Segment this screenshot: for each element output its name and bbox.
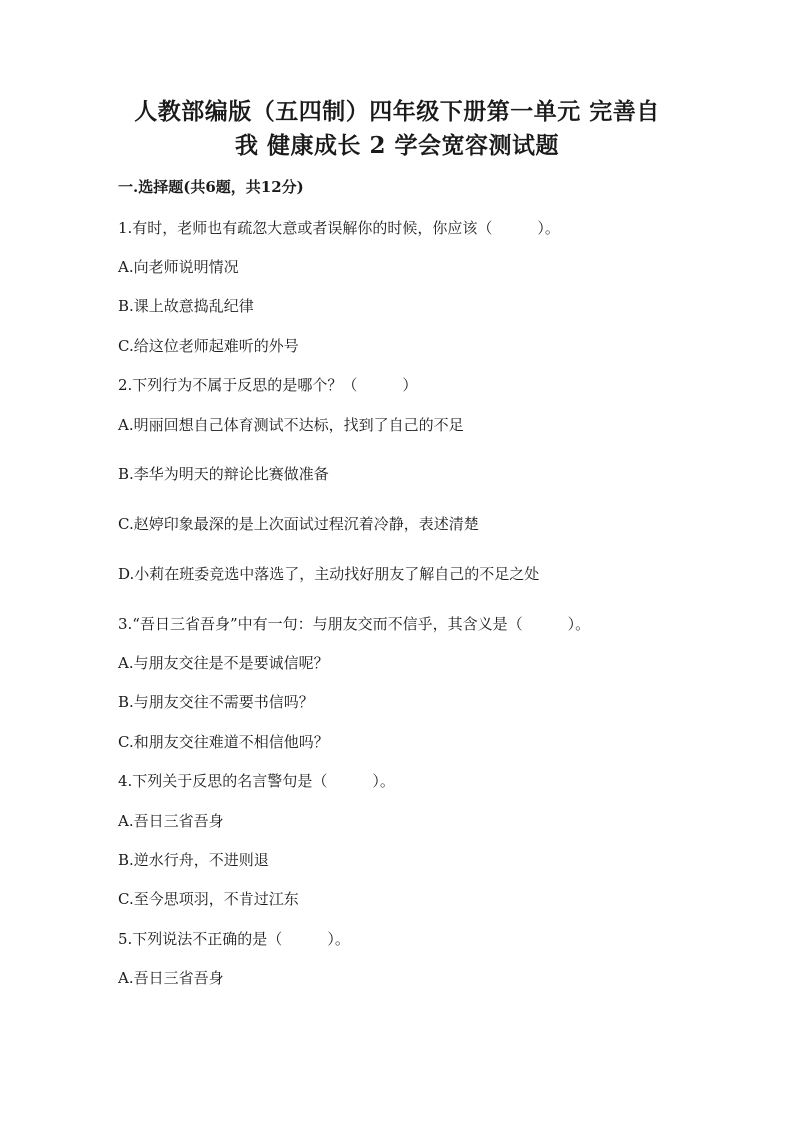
question-1-stem: 1.有时，老师也有疏忽大意或者误解你的时候，你应该（ ）。 xyxy=(118,219,560,237)
question-2-option-c: C.赵婷印象最深的是上次面试过程沉着冷静，表述清楚 xyxy=(118,515,479,533)
question-3-option-a: A.与朋友交往是不是要诚信呢？ xyxy=(118,654,329,672)
question-3-option-b: B.与朋友交往不需要书信吗？ xyxy=(118,693,314,711)
question-1-option-a: A.向老师说明情况 xyxy=(118,258,239,276)
document-title-line-2: 我 健康成长 2 学会宽容测试题 xyxy=(234,132,560,159)
question-5-stem: 5.下列说法不正确的是（ ）。 xyxy=(118,930,350,948)
question-5-option-a: A.吾日三省吾身 xyxy=(118,969,224,987)
question-4-option-a: A.吾日三省吾身 xyxy=(118,812,224,830)
section-heading: 一.选择题(共6题，共12分) xyxy=(118,178,304,196)
question-3-stem: 3.“吾日三省吾身”中有一句：与朋友交而不信乎，其含义是（ ）。 xyxy=(118,615,591,633)
question-1-option-c: C.给这位老师起难听的外号 xyxy=(118,337,299,355)
question-4-option-b: B.逆水行舟，不进则退 xyxy=(118,851,269,869)
question-3-option-c: C.和朋友交往难道不相信他吗？ xyxy=(118,733,329,751)
question-2-option-a: A.明丽回想自己体育测试不达标，找到了自己的不足 xyxy=(118,416,464,434)
document-title-line-1: 人教部编版（五四制）四年级下册第一单元 完善自 xyxy=(134,98,660,125)
question-2-stem: 2.下列行为不属于反思的是哪个？（ ） xyxy=(118,376,418,394)
question-4-stem: 4.下列关于反思的名言警句是（ ）。 xyxy=(118,772,395,790)
question-2-option-d: D.小莉在班委竞选中落选了，主动找好朋友了解自己的不足之处 xyxy=(118,565,540,583)
question-2-option-b: B.李华为明天的辩论比赛做准备 xyxy=(118,465,329,483)
question-1-option-b: B.课上故意捣乱纪律 xyxy=(118,297,254,315)
question-4-option-c: C.至今思项羽，不肯过江东 xyxy=(118,890,299,908)
